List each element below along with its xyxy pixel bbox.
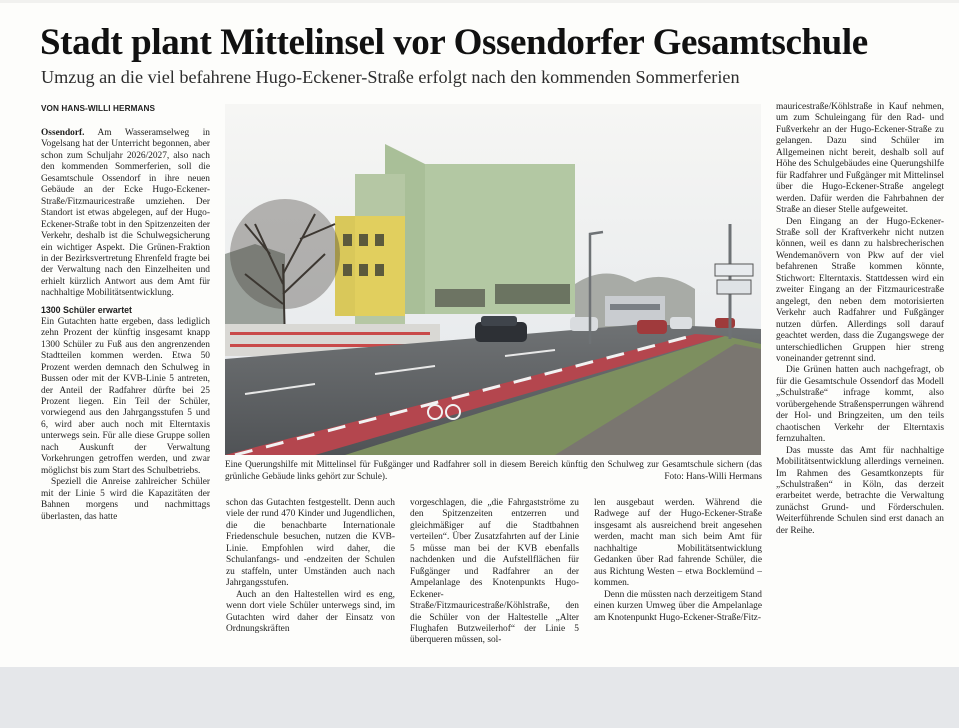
paragraph: Auch an den Haltestellen wird es eng, wenn dort viele Schüler unterwegs sind, im Gutachten wird daher der Einsatz von Ordnungskräften xyxy=(226,589,395,634)
photo-credit: Foto: Hans-Willi Hermans xyxy=(664,470,762,481)
paragraph-intro-text: Am Wasseramselweg in Vogelsang hat der Unterricht begonnen, aber schon zum Schuljahr 2026/2027, also nach den kommenden Sommerferien, soll die Gesamtschule Ossendorf in ihre neuen Gebäude an der Ecke Hugo-Eckener-Straße/Fitzmauricestraße umziehen. Der Standort ist etwas abgelegen, auf der Hugo-Eckener-Straße tobt in den Spitzenzeiten der Verkehr, deshalb ist die Schulwegsicherung ein wichtiger Aspekt. Die Grünen-Fraktion in der Bezirksvertretung Ehrenfeld fragte bei der Verwaltung nach den Einzelheiten und erhielt kürzlich Antwort aus dem Amt für nachhaltige Mobilitätsentwicklung. xyxy=(41,128,210,299)
viewer-footer-band xyxy=(0,667,959,728)
article-byline: VON HANS-WILLI HERMANS xyxy=(41,104,156,113)
article-column-3 xyxy=(410,498,579,647)
photo-caption xyxy=(225,459,762,482)
article-subheadline: Umzug an die viel befahrene Hugo-Eckener-Straße erfolgt nach den kommenden Sommerferien xyxy=(41,67,740,87)
paragraph: len ausgebaut werden. Während die Radwege auf der Hugo-Eckener-Straße insgesamt als ausreichend breit angesehen werden, macht man sich beim Amt für nachhaltige Mobilitätsentwicklung Gedanken über Rad fahrende Schüler, die aus Richtung Westen – etwa Bocklemünd – kommen. xyxy=(594,498,762,589)
paragraph: Denn die müssten nach derzeitigem Stand einen kurzen Umweg über die Ampelanlage am Knotenpunkt Hugo-Eckener-Straße/Fitz- xyxy=(594,589,762,623)
paragraph-intro xyxy=(41,128,210,300)
paragraph: mauricestraße/Köhlstraße in Kauf nehmen, um zum Schuleingang für den Rad- und Fußverkehr an der Hugo-Eckener-Straße zu gelangen. Dazu sind Schüler im Allgemeinen nicht bereit, deshalb soll auf Höhe des Schulgebäudes eine Querungshilfe für Radfahrer und Fußgänger mit Mittelinsel über die Hugo-Eckener-Straße angelegt werden. Dafür werden die Fahrbahnen der Straße an dieser Stelle aufgeweitet. xyxy=(776,102,944,216)
page-top-edge xyxy=(0,0,959,3)
paragraph: Die Grünen hatten auch nachgefragt, ob für die Gesamtschule Ossendorf das Modell „Schulstraße“ infrage kommt, also vorübergehende Straßensperrungen während der Hol- und Bringzeiten, um den teils chaotischen Verkehr der Elterntaxis fernzuhalten. xyxy=(776,365,944,445)
paragraph: Den Eingang an der Hugo-Eckener-Straße soll der Kraftverkehr nicht nutzen können, weil es dann zu halsbrecherischen Wendemanövern von Pkw auf der viel befahrenen Straße kommen könnte, Stichwort: Elterntaxis. Stattdessen wird ein zweiter Eingang an der Fitzmauricestraße angelegt, den neben dem motorisierten Verkehr auch Radfahrer und Fußgänger nutzen dürfen. Allerdings soll darauf geachtet werden, dass die Zugangswege der unterschiedlichen Gruppen hier streng voneinander getrennt sind. xyxy=(776,216,944,364)
article-headline: Stadt plant Mittelinsel vor Ossendorfer Gesamtschule xyxy=(40,22,868,63)
dateline: Ossendorf. xyxy=(41,128,85,138)
photo-caption-text: Eine Querungshilfe mit Mittelinsel für Fußgänger und Radfahrer soll in diesem Bereich künftig den Schulweg zur Gesamtschule sichern (das grünliche Gebäude links gehört zur Schule). xyxy=(225,459,762,481)
paragraph: vorgeschlagen, die „die Fahrgastströme zu den Spitzenzeiten entzerren und gleichmäßiger auf die Stadtbahnen verteilen“. Über Zusatzfahrten auf der Linie 5 müsse man bei der KVB ebenfalls nachdenken und die Aufstellflächen für Fußgänger und Radfahrer an der Ampelanlage des Knotenpunkts Hugo-Eckener-Straße/Fitzmauricestraße/Köhlstraße, den die Schüler von der Haltestelle „Alter Flughafen Butzweilerhof“ der Linie 5 überqueren müssen, sol- xyxy=(410,498,579,646)
street-scene-image xyxy=(225,104,761,455)
paragraph: Ein Gutachten hatte ergeben, dass lediglich zehn Prozent der künftig insgesamt knapp 1300 Schüler zu Fuß aus den angrenzenden Stadtteilen kommen werden. Etwa 50 Prozent werden demnach den Schulweg in Bussen oder mit der KVB-Linie 5 antreten, der Anteil der Radfahrer dürfte bei 25 Prozent liegen. Ein Teil der Schüler, vorwiegend aus den Jahrgangsstufen 5 und 6, wird aber auch noch mit Elterntaxis unterwegs sein. Für alle diese Gruppe sollen nach Auskunft der Verwaltung Vorkehrungen getroffen werden, und zwar möglichst bis zum Start des Schulbetriebs. xyxy=(41,316,210,476)
article-column-2 xyxy=(226,498,395,635)
paragraph: schon das Gutachten festgestellt. Denn auch viele der rund 470 Kinder und Jugendlichen, die die benachbarte Internationale Friedenschule besuchen, nutzen die KVB-Linie. Empfohlen wird daher, die Schulanfangs- und -endzeiten der Schulen zu staffeln, unter Umständen auch nach Jahrgangsstufen. xyxy=(226,498,395,589)
paragraph: Speziell die Anreise zahlreicher Schüler mit der Linie 5 wird die Kapazitäten der Bahnen morgens und nachmittags überlasten, das hatte xyxy=(41,477,210,522)
subheading: 1300 Schüler erwartet xyxy=(41,304,132,315)
article-column-1 xyxy=(41,128,210,523)
article-column-5 xyxy=(776,102,944,537)
paragraph: Das musste das Amt für nachhaltige Mobilitätsentwicklung allerdings verneinen. Im Rahmen des Gesamtkonzepts für „Schulstraßen“ in Köln, das derzeit erarbeitet werde, betrachte die Verwaltung zunächst Grund- und Förderschulen. Weiterführende Schulen sind erst danach an der Reihe. xyxy=(776,445,944,536)
article-photo xyxy=(225,104,761,455)
article-column-4 xyxy=(594,498,762,624)
